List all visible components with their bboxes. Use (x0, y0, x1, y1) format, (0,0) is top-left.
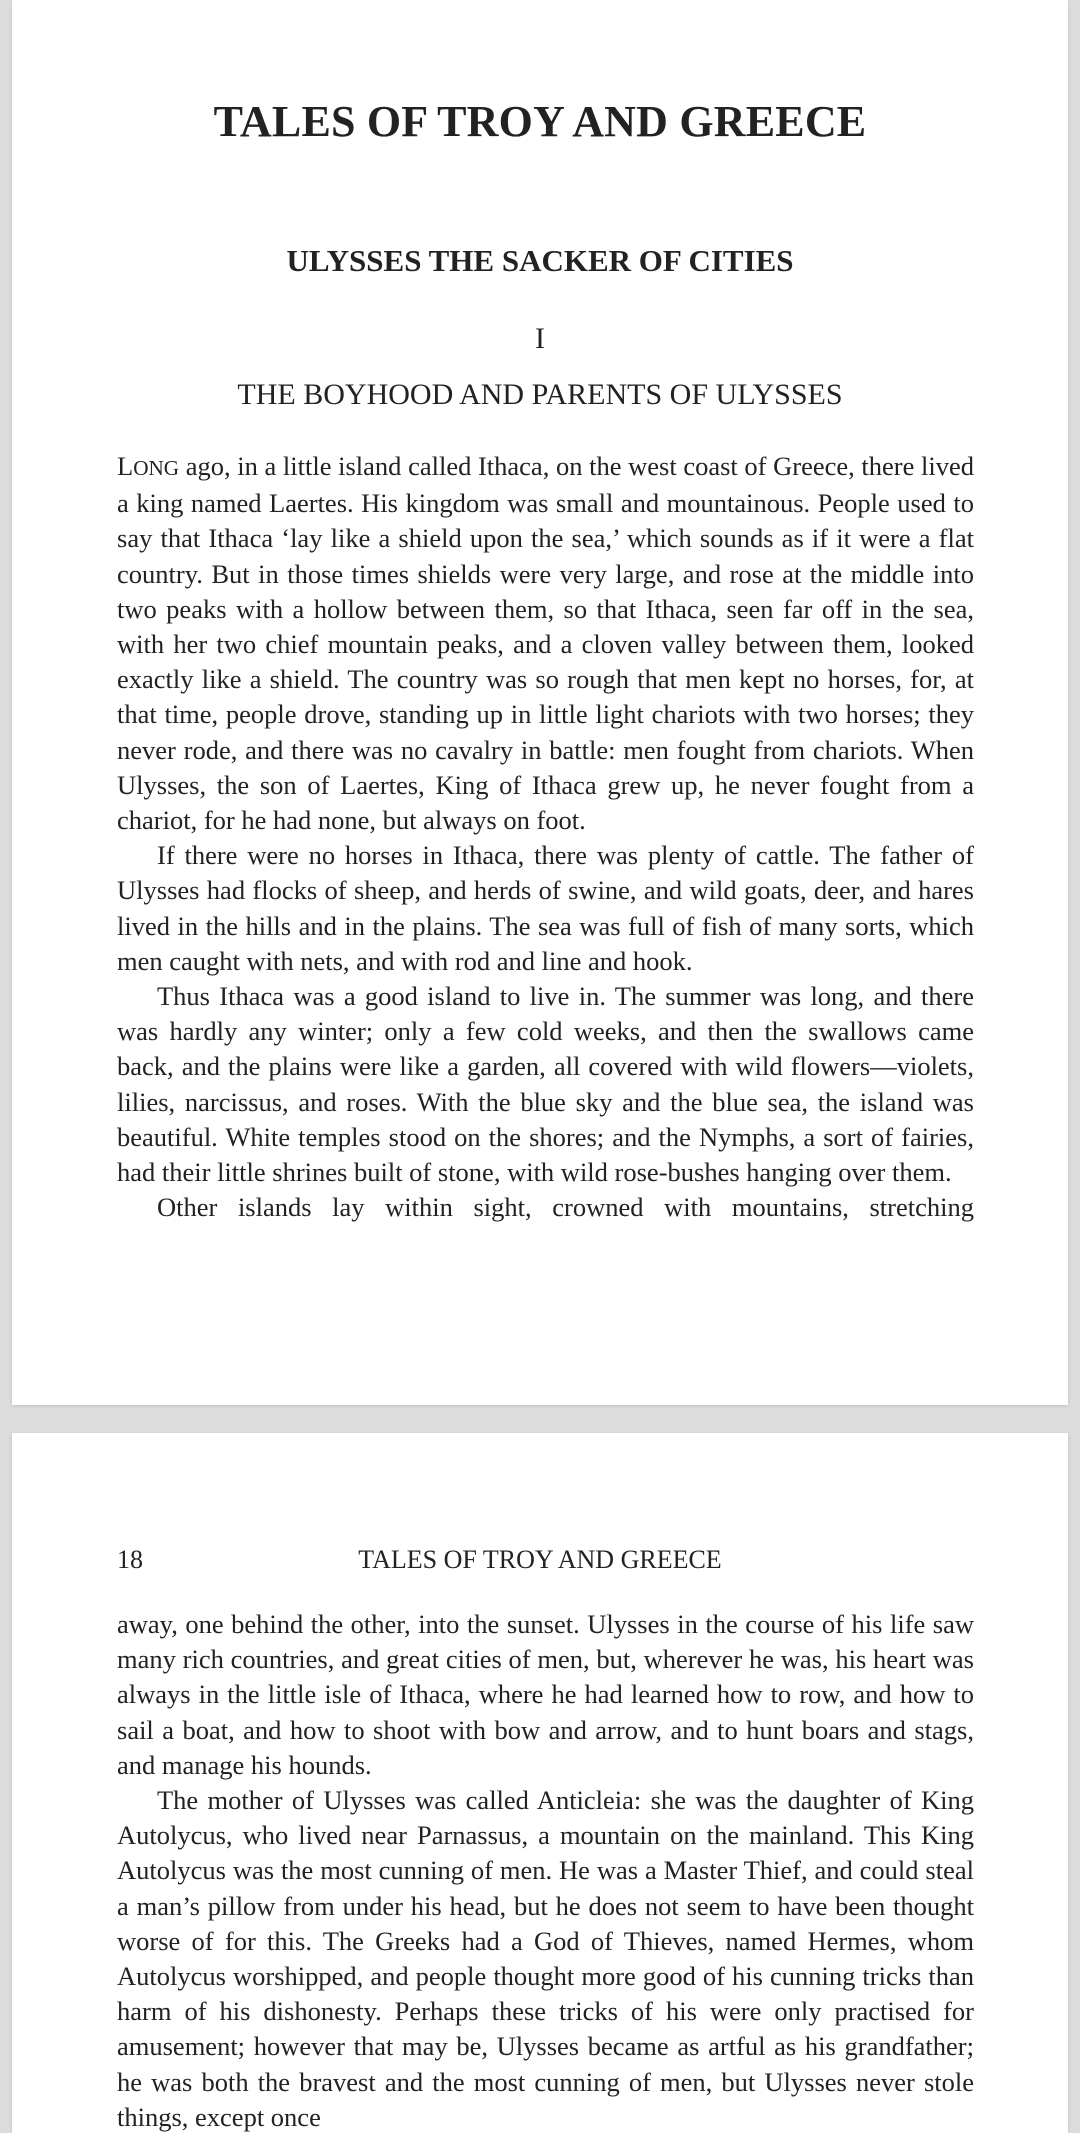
page-number: 18 (117, 1545, 143, 1574)
story-title: ULYSSES THE SACKER OF CITIES (286, 243, 794, 278)
book-title: TALES OF TROY AND GREECE (213, 97, 867, 146)
paragraph-text: ago, in a little island called Ithaca, on the west coast of Greece, there lived a king named Laertes. His kingdom was small and mountainous. People used to say that Ithaca ‘lay like a shield upon the sea,’ which sounds as if it were a flat country. But in those times shields were very large, and rose at the middle into two peaks with a hollow between them, so that Ithaca, seen far off in the sea, with her two chief mountain peaks, and a cloven valley between them, looked exactly like a shield. The country was so rough that men kept no horses, for, at that time, people drove, standing up in little light chariots with two horses; they never rode, and there was no cavalry in battle: men fought from chariots. When Ulysses, the son of Laertes, King of Ithaca grew up, he never fought from a chariot, for he had none, but always on foot. (117, 451, 974, 836)
paragraph: Thus Ithaca was a good island to live in. The summer was long, and there was hardly any winter; only a few cold weeks, and then the swallows came back, and the plains were like a garden, all covered with wild flowers—violets, lilies, narcissus, and roses. With the blue sky and the blue sea, the island was beautiful. White temples stood on the shores; and the Nymphs, a sort of fairies, had their little shrines built of stone, with wild rose-bushes hanging over them. (117, 981, 974, 1188)
book-page-2 (12, 1433, 1068, 2133)
page-1-body-text (117, 449, 974, 1225)
chapter-title: THE BOYHOOD AND PARENTS OF ULYSSES (237, 378, 843, 411)
opening-capital: L (117, 451, 134, 481)
paragraph: away, one behind the other, into the sunset. Ulysses in the course of his life saw many rich countries, and great cities of men, but, wherever he was, his heart was always in the little isle of Ithaca, where he had learned how to row, and how to sail a boat, and how to shoot with bow and arrow, and to hunt boars and stags, and manage his hounds. (117, 1609, 974, 1780)
paragraph: If there were no horses in Ithaca, there was plenty of cattle. The father of Ulysses had flocks of sheep, and herds of swine, and wild goats, deer, and hares lived in the hills and in the plains. The sea was full of fish of many sorts, which men caught with nets, and with rod and line and hook. (117, 840, 974, 976)
chapter-number: I (535, 322, 545, 355)
opening-small-caps: ONG (133, 456, 180, 480)
paragraph (117, 449, 974, 838)
page-2-body-text (117, 1607, 974, 2133)
paragraph: Other islands lay within sight, crowned with mountains, stretching (157, 1192, 974, 1223)
book-page-1 (12, 0, 1068, 1405)
paragraph: The mother of Ulysses was called Anticleia: she was the daughter of King Autolycus, who lived near Parnassus, a mountain on the mainland. This King Autolycus was the most cunning of men. He was a Master Thief, and could steal a man’s pillow from under his head, but he does not seem to have been thought worse of for this. The Greeks had a God of Thieves, named Hermes, whom Autolycus worshipped, and people thought more good of his cunning tricks than harm of his dishonesty. Perhaps these tricks of his were only practised for amusement; however that may be, Ulysses became as artful as his grandfather; he was both the bravest and the most cunning of men, but Ulysses never stole things, except once (117, 1785, 974, 2132)
running-head-title: TALES OF TROY AND GREECE (358, 1545, 722, 1574)
opening-word (117, 451, 179, 481)
